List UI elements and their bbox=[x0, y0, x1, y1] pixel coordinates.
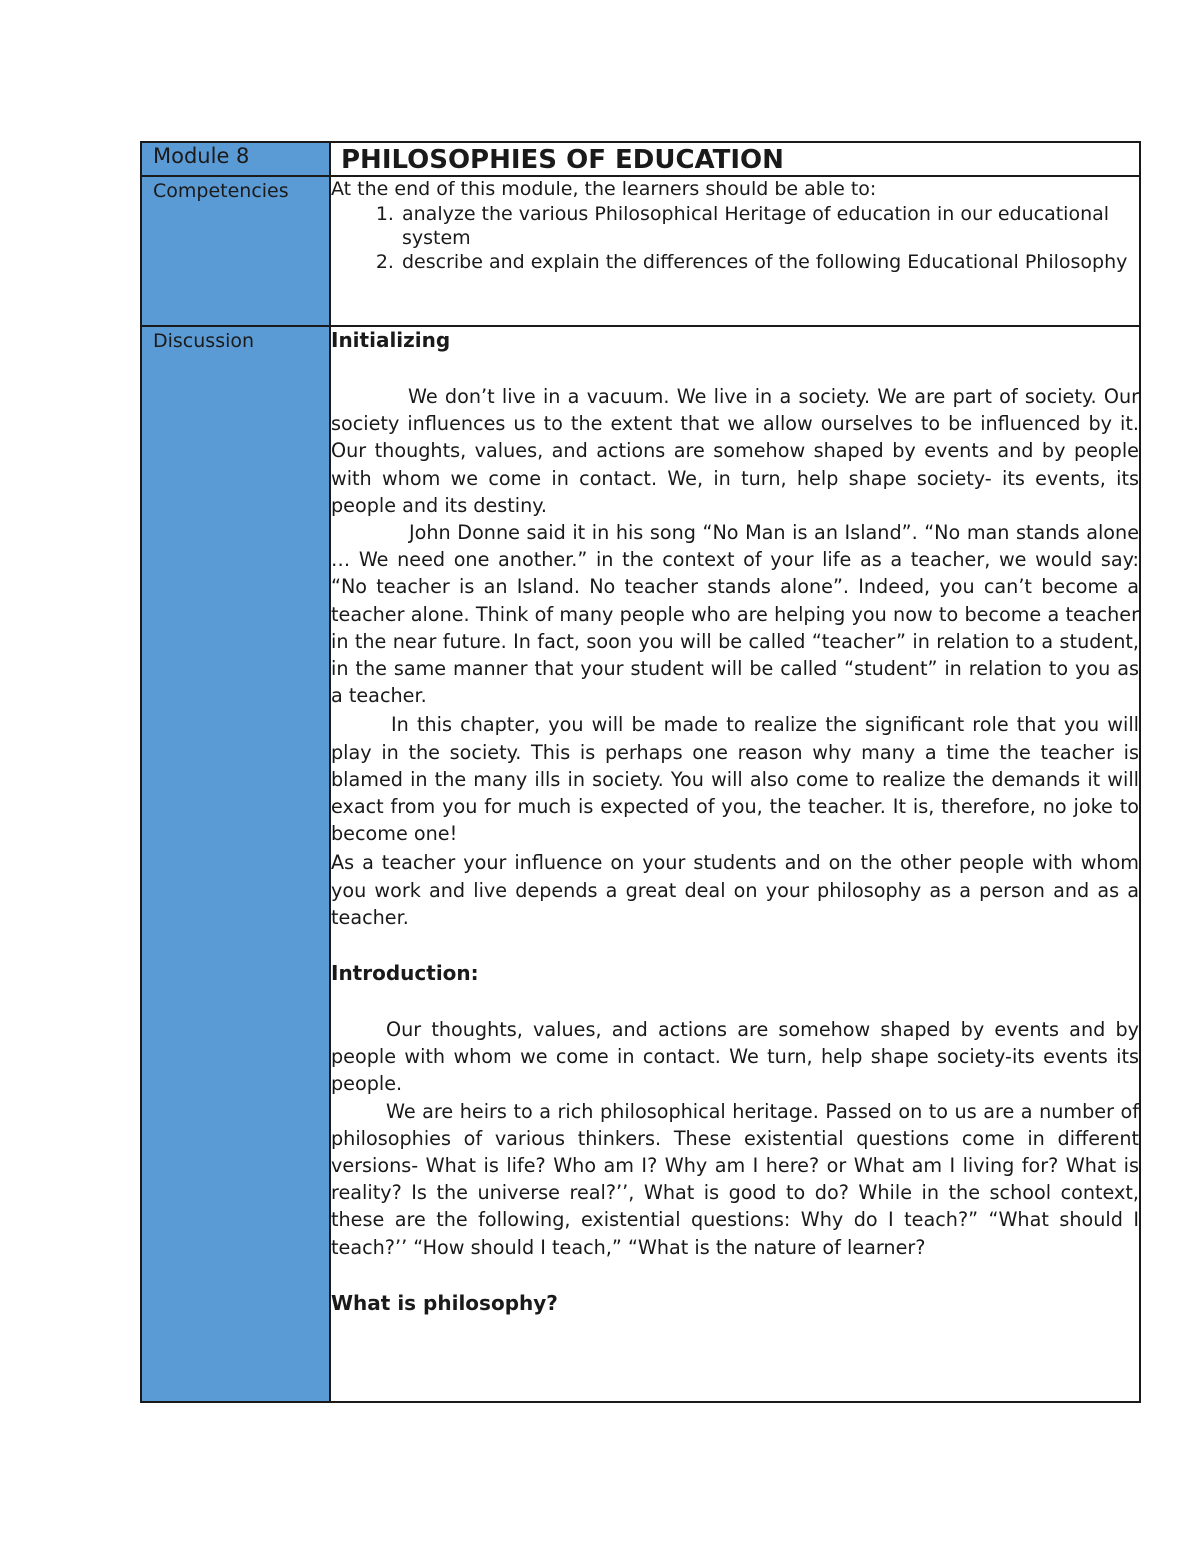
discussion-label: Discussion bbox=[153, 330, 255, 352]
initializing-heading: Initializing bbox=[331, 328, 451, 352]
introduction-paragraph: Our thoughts, values, and actions are somehow shaped by events and by people with whom we come in contact. We turn, help shape society-its events its people. bbox=[331, 1018, 1139, 1096]
competencies-label: Competencies bbox=[153, 180, 289, 202]
module-row bbox=[141, 142, 1140, 176]
module-label: Module 8 bbox=[153, 144, 250, 168]
competencies-list bbox=[331, 202, 1139, 274]
what-is-philosophy-heading: What is philosophy? bbox=[331, 1290, 558, 1315]
introduction-paragraph: We are heirs to a rich philosophical heritage. Passed on to us are a number of philosophies of various thinkers. These existential questions come in different versions- What is life? Who am I? Why am I here? or What am I living for? What is reality? Is the universe real?’’, What is good to do? While in the school context, these are the following, existential questions: Why do I teach?” “What should I teach?’’ “How should I teach,” “What is the nature of learner? bbox=[331, 1099, 1139, 1259]
competency-item: 2. describe and explain the differences of the following Educational Philosophy bbox=[400, 250, 1139, 274]
module-table bbox=[140, 141, 1141, 1403]
competencies-intro: At the end of this module, the learners should be able to: bbox=[331, 178, 877, 200]
initializing-paragraph: John Donne said it in his song “No Man is an Island”. “No man stands alone … We need one another.” in the context of your life as a teacher, we would say: “No teacher is an Island. No teacher stands alone”. Indeed, you can’t become a teacher alone. Think of many people who are helping you now to become a teacher in the near future. In fact, soon you will be called “teacher” in relation to a student, in the same manner that your student will be called “student” in relation to you as a teacher. bbox=[331, 521, 1139, 708]
initializing-paragraph: As a teacher your influence on your students and on the other people with whom you work and live depends a great deal on your philosophy as a person and as a teacher. bbox=[331, 851, 1139, 929]
discussion-content-cell bbox=[330, 326, 1140, 1402]
module-label-cell bbox=[141, 142, 330, 176]
initializing-paragraph: We don’t live in a vacuum. We live in a society. We are part of society. Our society influences us to the extent that we allow ourselves to be influenced by it. Our thoughts, values, and actions are somehow shaped by events and by people with whom we come in contact. We, in turn, help shape society- its events, its people and its destiny. bbox=[331, 385, 1139, 517]
initializing-paragraph: In this chapter, you will be made to realize the significant role that you will play in the society. This is perhaps one reason why many a time the teacher is blamed in the many ills in society. You will also come to realize the demands it will exact from you for much is expected of you, the teacher. It is, therefore, no joke to become one! bbox=[331, 713, 1139, 846]
introduction-heading: Introduction: bbox=[331, 961, 479, 986]
module-title: PHILOSOPHIES OF EDUCATION bbox=[341, 145, 784, 175]
discussion-label-cell bbox=[141, 326, 330, 1402]
module-title-cell bbox=[330, 142, 1140, 176]
competency-item: 1. analyze the various Philosophical Heritage of education in our educational system bbox=[400, 202, 1139, 250]
competencies-row bbox=[141, 176, 1140, 326]
discussion-row bbox=[141, 326, 1140, 1402]
competencies-content-cell bbox=[330, 176, 1140, 326]
competencies-label-cell bbox=[141, 176, 330, 326]
